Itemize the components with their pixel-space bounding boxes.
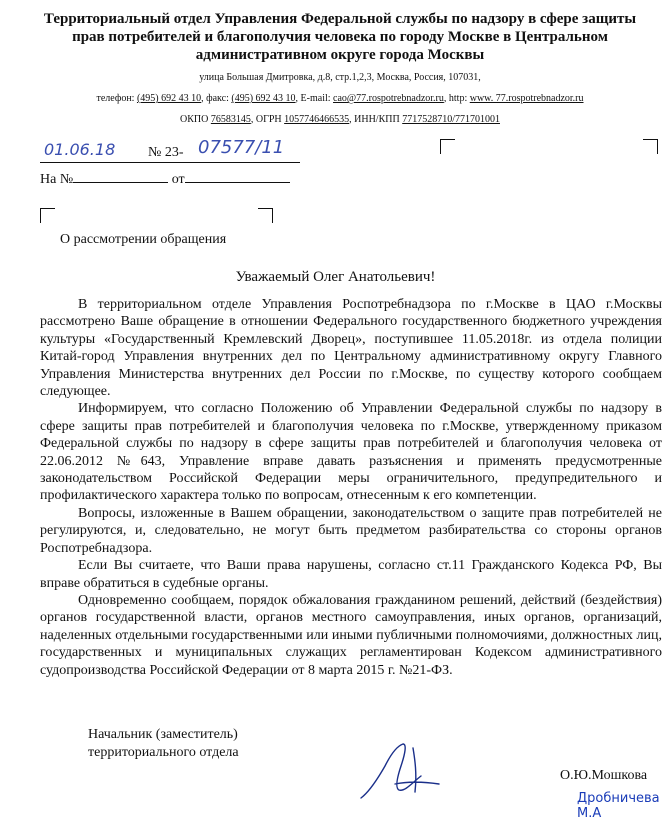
reference-date-blank: [185, 182, 290, 183]
http-label: , http:: [443, 93, 468, 104]
letter-body: [40, 296, 662, 679]
ogrn-value: 1057746466535: [284, 114, 350, 125]
signatory-position-line-1: Начальник (заместитель): [88, 727, 238, 742]
inn-label: , ИНН/КПП: [349, 114, 400, 125]
organization-codes: [40, 114, 640, 125]
addressee-corner-top-right: [643, 139, 658, 154]
email-link[interactable]: cao@77.rospotrebnadzor.ru: [333, 93, 444, 104]
reference-number-blank: [73, 182, 168, 183]
body-paragraph-4: Если Вы считаете, что Ваши права нарушены, согласно ст.11 Гражданского Кодекса РФ, Вы вправе обратиться в судебные органы.: [40, 558, 662, 591]
signatory-name: О.Ю.Мошкова: [560, 768, 648, 783]
organization-contacts: [40, 93, 640, 104]
outgoing-number-prefix: № 23-: [148, 145, 184, 160]
salutation: Уважаемый Олег Анатольевич!: [235, 269, 436, 285]
phone-label: телефон:: [96, 93, 135, 104]
body-paragraph-5: Одновременно сообщаем, порядок обжалования гражданином решений, действий (бездействия) органов государственной власти, органов местного самоуправления, иных органов, организаций, наделенных отдельными государственными или иными публичными полномочиями, должностных лиц, государственных и муниципальных служащих регламентирован Кодексом административного судопроизводства Российской Федерации от 8 марта 2015 г. №21-ФЗ.: [40, 592, 662, 678]
organization-address: улица Большая Дмитровка, д.8, стр.1,2,3, Москва, Россия, 107031,: [199, 72, 481, 83]
reference-line: [40, 172, 290, 188]
executor-stamp: Дробничева М.А: [577, 791, 660, 821]
handwritten-date: 01.06.18: [44, 140, 116, 159]
handwritten-number: 07577/11: [198, 137, 285, 158]
reference-date-label: от: [171, 172, 185, 187]
email-label: , E-mail:: [295, 93, 331, 104]
ogrn-label: , ОГРН: [250, 114, 282, 125]
signatory-position-line-2: территориального отдела: [88, 745, 239, 760]
website-link[interactable]: www. 77.rospotrebnadzor.ru: [469, 93, 584, 104]
registration-line: [40, 137, 300, 163]
inn-value: 7717528710/771701001: [402, 114, 500, 125]
handwritten-signature: [355, 740, 445, 804]
signatory-position: [88, 726, 239, 762]
letter-subject: О рассмотрении обращения: [60, 232, 227, 247]
fax-label: , факс:: [201, 93, 229, 104]
body-paragraph-1: В территориальном отделе Управления Роспотребнадзора по г.Москве в ЦАО г.Москвы рассмотрено Ваше обращение в отношении Федерального государственного бюджетного учреждения культуры «Государственный Кремлевский Дворец», поступившее 11.05.2018г. из отдела полиции Китай-город Управления внутренних дел по Центральному административному округу Главного Управления Министерства внутренних дел России по г.Москве, по существу которого сообщаем следующее.: [40, 297, 662, 400]
subject-corner-top-right: [258, 208, 273, 223]
body-paragraph-3: Вопросы, изложенные в Вашем обращении, законодательством о защите прав потребителей не регулируются, и, следовательно, не могут быть предметом разбирательства со стороны органов Роспотребнадзора.: [40, 505, 662, 556]
okpo-label: ОКПО: [180, 114, 209, 125]
body-paragraph-2: Информируем, что согласно Положению об Управлении Федеральной службы по надзору в сфере защиты прав потребителей и благополучия человека по г.Москве, утвержденному приказом Федеральной службы по надзору в сфере защиты прав потребителей и благополучия человека от 22.06.2012 №643, Управление вправе давать разъяснения и применять предусмотренные законодательством Российской Федерации меры ограничительного, предупредительного и профилактического характера только по вопросам, отнесенным к его компетенции.: [40, 401, 662, 504]
okpo-value: 76583145: [210, 114, 251, 125]
phone-value: (495) 692 43 10: [136, 93, 202, 104]
reference-number-label: На №: [40, 172, 74, 187]
organization-title: Территориальный отдел Управления Федеральной службы по надзору в сфере защиты прав потребителей и благополучия человека по городу Москве в Центральном административном округе города Москвы: [43, 11, 637, 63]
addressee-corner-top-left: [440, 139, 455, 154]
subject-corner-top-left: [40, 208, 55, 223]
fax-value: (495) 692 43 10: [231, 93, 296, 104]
